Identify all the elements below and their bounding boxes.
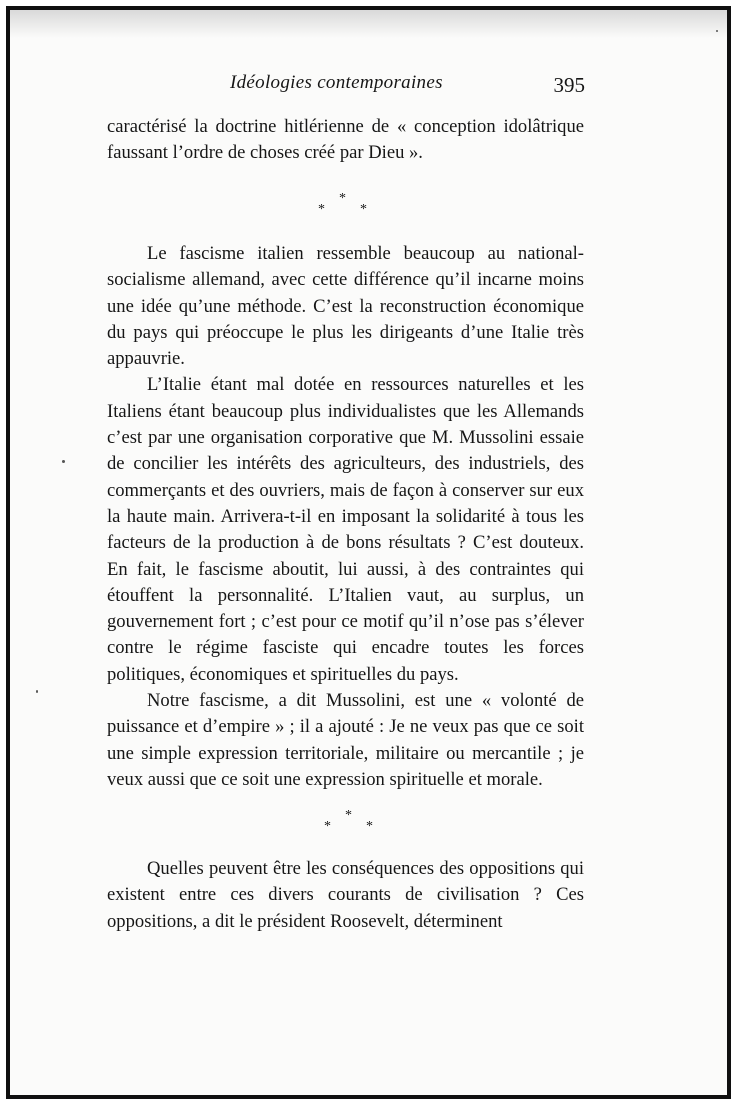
paragraph: caractérisé la doctrine hitlérienne de « conception idolâtrique faussant l’ordre de choses créé par Dieu ». (107, 116, 584, 164)
scan-speck (36, 690, 38, 693)
page-header (100, 72, 585, 98)
text-block-bottom (107, 856, 584, 935)
section-separator (320, 808, 380, 832)
separator-star: * (360, 202, 367, 217)
paragraph: Le fascisme italien ressemble beaucoup au national-socialisme allemand, avec cette différence qu’il incarne moins une idée qu’une méthode. C’est la reconstruction économique du pays qui préoccupe le plus les dirigeants d’une Italie très appauvrie. (107, 243, 584, 370)
scan-speck (62, 460, 65, 463)
scan-speck (716, 30, 718, 32)
page-number: 395 (553, 73, 585, 97)
paragraph: L’Italie étant mal dotée en ressources naturelles et les Italiens étant beaucoup plus individualistes que les Allemands c’est par une organisation corporative que M. Mussolini essaie de concilier les intérêts des agriculteurs, des industriels, des commerçants et des ouvriers, mais de façon à conserver sur eux la haute main. Arrivera-t-il en imposant la solidarité à tous les facteurs de la production à de bons résultats ? C’est douteux. En fait, le fascisme aboutit, lui aussi, à des contraintes qui étouffent la personnalité. L’Italien vaut, au surplus, un gouvernement fort ; c’est pour ce motif qu’il n’ose pas s’élever contre le régime fasciste qui encadre toutes les forces politiques, économiques et spirituelles du pays. (107, 374, 584, 685)
paragraph: Quelles peuvent être les conséquences des oppositions qui existent entre ces divers courants de civilisation ? Ces oppositions, a dit le président Roosevelt, déterminent (107, 858, 584, 932)
separator-star: * (318, 202, 325, 217)
paragraph: Notre fascisme, a dit Mussolini, est une « volonté de puissance et d’empire » ; il a ajouté : Je ne veux pas que ce soit une simple expression territoriale, militaire ou mercantile ; je veux aussi que ce soit une expression spirituelle et morale. (107, 690, 584, 790)
separator-star: * (366, 819, 373, 834)
text-block-top (107, 114, 584, 167)
text-block-middle (107, 241, 584, 793)
separator-star: * (339, 191, 346, 206)
separator-star: * (345, 808, 352, 823)
section-separator (314, 191, 374, 215)
separator-star: * (324, 819, 331, 834)
running-title: Idéologies contemporaines (230, 72, 443, 93)
